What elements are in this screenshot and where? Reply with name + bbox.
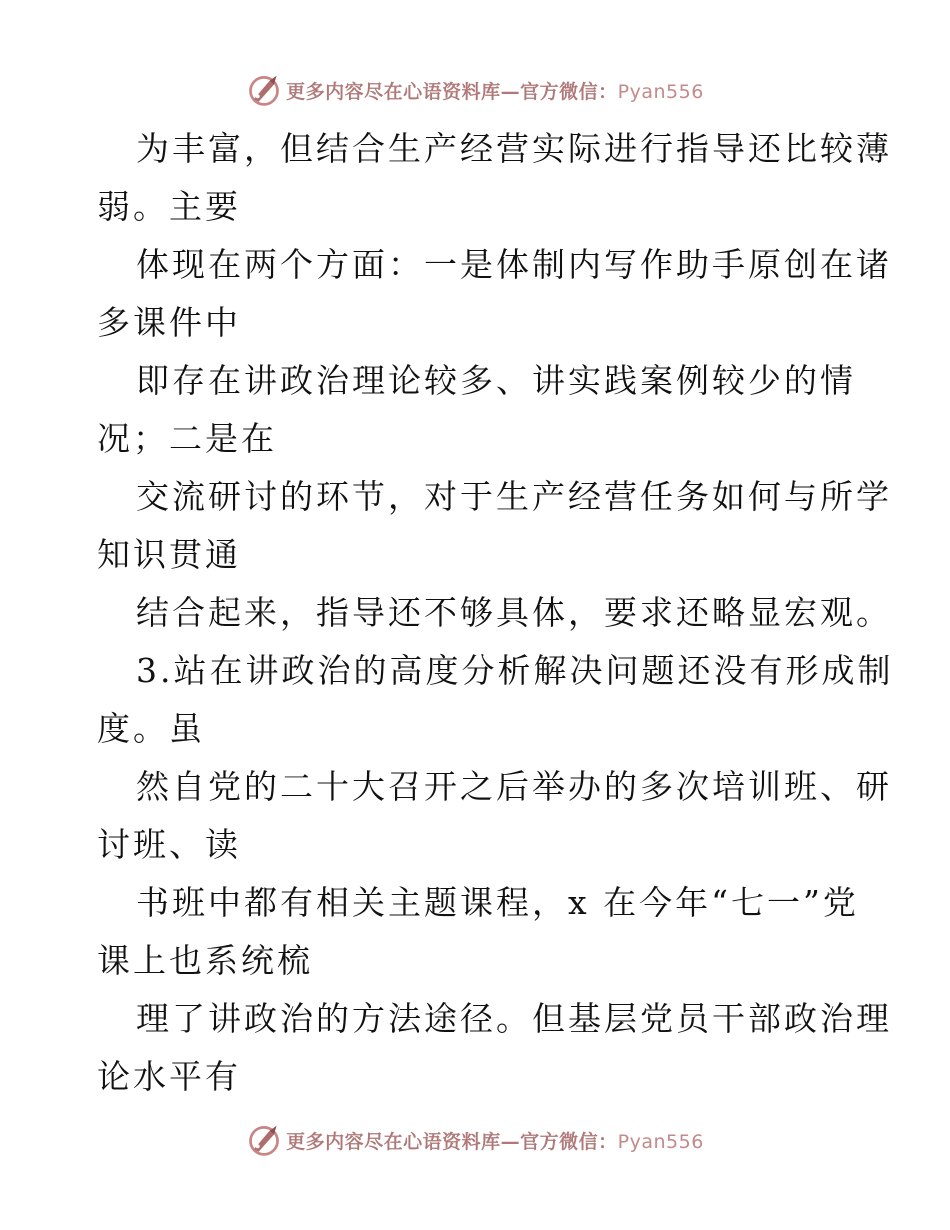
body-line: 讨班、读 bbox=[97, 825, 241, 864]
watermark-text: 更多内容尽在心语资料库—官方微信：Pyan556 bbox=[286, 1130, 704, 1153]
body-line: 弱。主要 bbox=[97, 187, 241, 226]
body-line: 交流研讨的环节，对于生产经营任务如何与所学 bbox=[136, 477, 892, 516]
body-line: 书班中都有相关主题课程，x 在今年“七一”党 bbox=[136, 883, 859, 922]
body-line: 然自党的二十大召开之后举办的多次培训班、研 bbox=[136, 767, 892, 806]
quill-pen-logo-icon bbox=[246, 1122, 282, 1158]
wechat-id: Pyan556 bbox=[617, 1130, 704, 1153]
quill-pen-logo-icon bbox=[246, 72, 282, 108]
body-line: 度。虽 bbox=[97, 709, 205, 748]
body-line: 论水平有 bbox=[97, 1057, 241, 1096]
body-line: 知识贯通 bbox=[97, 535, 241, 574]
body-line: 体现在两个方面：一是体制内写作助手原创在诸 bbox=[136, 245, 892, 284]
document-body bbox=[97, 120, 894, 1106]
body-line: 结合起来，指导还不够具体，要求还略显宏观。 bbox=[136, 593, 892, 632]
body-line: 理了讲政治的方法途径。但基层党员干部政治理 bbox=[136, 999, 892, 1038]
body-line: 课上也系统梳 bbox=[97, 941, 313, 980]
watermark-text: 更多内容尽在心语资料库—官方微信：Pyan556 bbox=[286, 80, 704, 103]
body-line: 为丰富，但结合生产经营实际进行指导还比较薄 bbox=[136, 129, 892, 168]
header-watermark bbox=[0, 70, 950, 110]
body-line: 多课件中 bbox=[97, 303, 241, 342]
wechat-id: Pyan556 bbox=[617, 80, 704, 103]
body-line: 况；二是在 bbox=[97, 419, 277, 458]
body-line: 3.站在讲政治的高度分析解决问题还没有形成制 bbox=[136, 651, 894, 690]
body-line: 即存在讲政治理论较多、讲实践案例较少的情 bbox=[136, 361, 856, 400]
footer-watermark bbox=[0, 1120, 950, 1160]
